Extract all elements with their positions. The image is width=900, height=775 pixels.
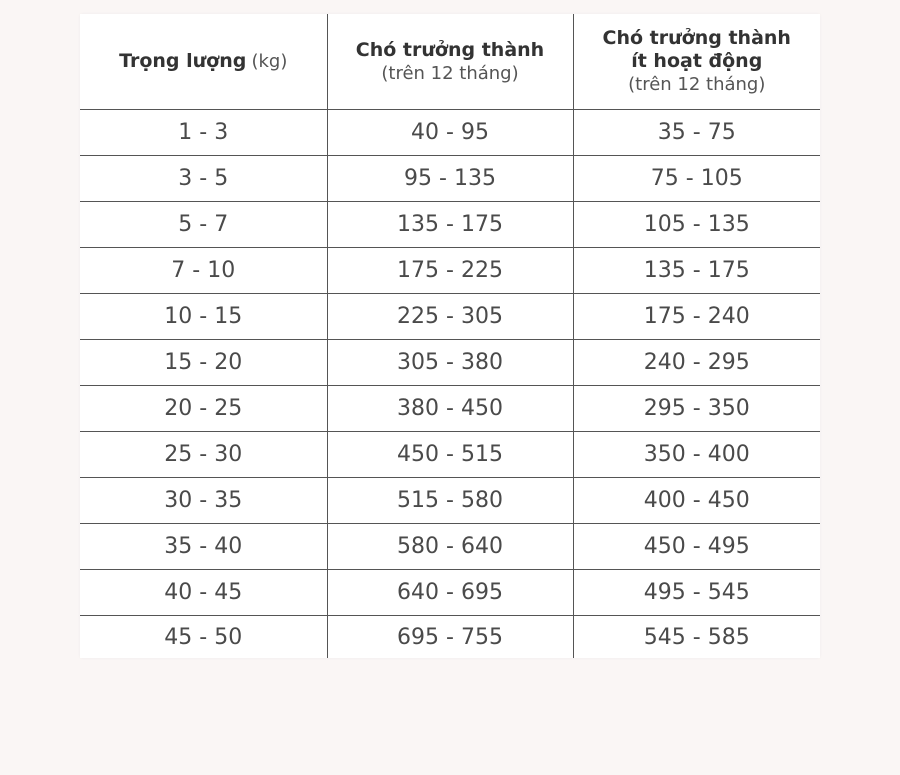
cell-weight: 40 - 45 [80,570,327,616]
cell-adult: 515 - 580 [327,478,573,524]
header-weight-title: Trọng lượng [119,50,247,72]
header-adult-title: Chó trưởng thành [355,38,545,61]
table-row [80,156,820,202]
cell-inactive: 240 - 295 [573,340,820,386]
cell-weight: 15 - 20 [80,340,327,386]
header-inactive [573,14,820,110]
table-header [80,14,820,110]
cell-inactive: 175 - 240 [573,294,820,340]
cell-adult: 450 - 515 [327,432,573,478]
table-body [80,110,820,659]
feeding-table [80,14,820,658]
cell-weight: 20 - 25 [80,386,327,432]
header-row [80,14,820,110]
cell-adult: 305 - 380 [327,340,573,386]
table-row [80,294,820,340]
table-row [80,524,820,570]
table-row [80,432,820,478]
cell-inactive: 135 - 175 [573,248,820,294]
table-row [80,248,820,294]
table-row [80,570,820,616]
cell-weight: 35 - 40 [80,524,327,570]
cell-adult: 580 - 640 [327,524,573,570]
header-weight-unit: (kg) [251,51,288,72]
table-row [80,110,820,156]
cell-adult: 95 - 135 [327,156,573,202]
header-inactive-subtitle: (trên 12 tháng) [628,74,766,95]
table-row [80,616,820,659]
cell-adult: 225 - 305 [327,294,573,340]
table-row [80,478,820,524]
cell-inactive: 350 - 400 [573,432,820,478]
table-row [80,202,820,248]
cell-weight: 10 - 15 [80,294,327,340]
table-row [80,386,820,432]
cell-inactive: 545 - 585 [573,616,820,659]
cell-inactive: 495 - 545 [573,570,820,616]
cell-weight: 30 - 35 [80,478,327,524]
cell-weight: 5 - 7 [80,202,327,248]
header-weight [80,14,327,110]
cell-adult: 135 - 175 [327,202,573,248]
cell-inactive: 295 - 350 [573,386,820,432]
cell-weight: 45 - 50 [164,624,243,650]
cell-weight: 7 - 10 [80,248,327,294]
cell-inactive: 450 - 495 [573,524,820,570]
header-inactive-title-line2: ít hoạt động [631,50,763,72]
cell-weight: 25 - 30 [80,432,327,478]
cell-adult: 380 - 450 [327,386,573,432]
cell-inactive: 400 - 450 [573,478,820,524]
cell-weight: 3 - 5 [80,156,327,202]
cell-inactive: 35 - 75 [573,110,820,156]
cell-adult: 640 - 695 [327,570,573,616]
cell-weight: 1 - 3 [80,110,327,156]
header-adult-subtitle: (trên 12 tháng) [381,62,519,84]
cell-adult: 175 - 225 [327,248,573,294]
table-row [80,340,820,386]
cell-adult: 40 - 95 [327,110,573,156]
header-adult [327,14,573,110]
feeding-table-card [80,14,820,658]
cell-inactive: 105 - 135 [573,202,820,248]
cell-adult: 695 - 755 [327,616,573,659]
header-inactive-title-line1: Chó trưởng thành [602,27,791,49]
cell-inactive: 75 - 105 [573,156,820,202]
